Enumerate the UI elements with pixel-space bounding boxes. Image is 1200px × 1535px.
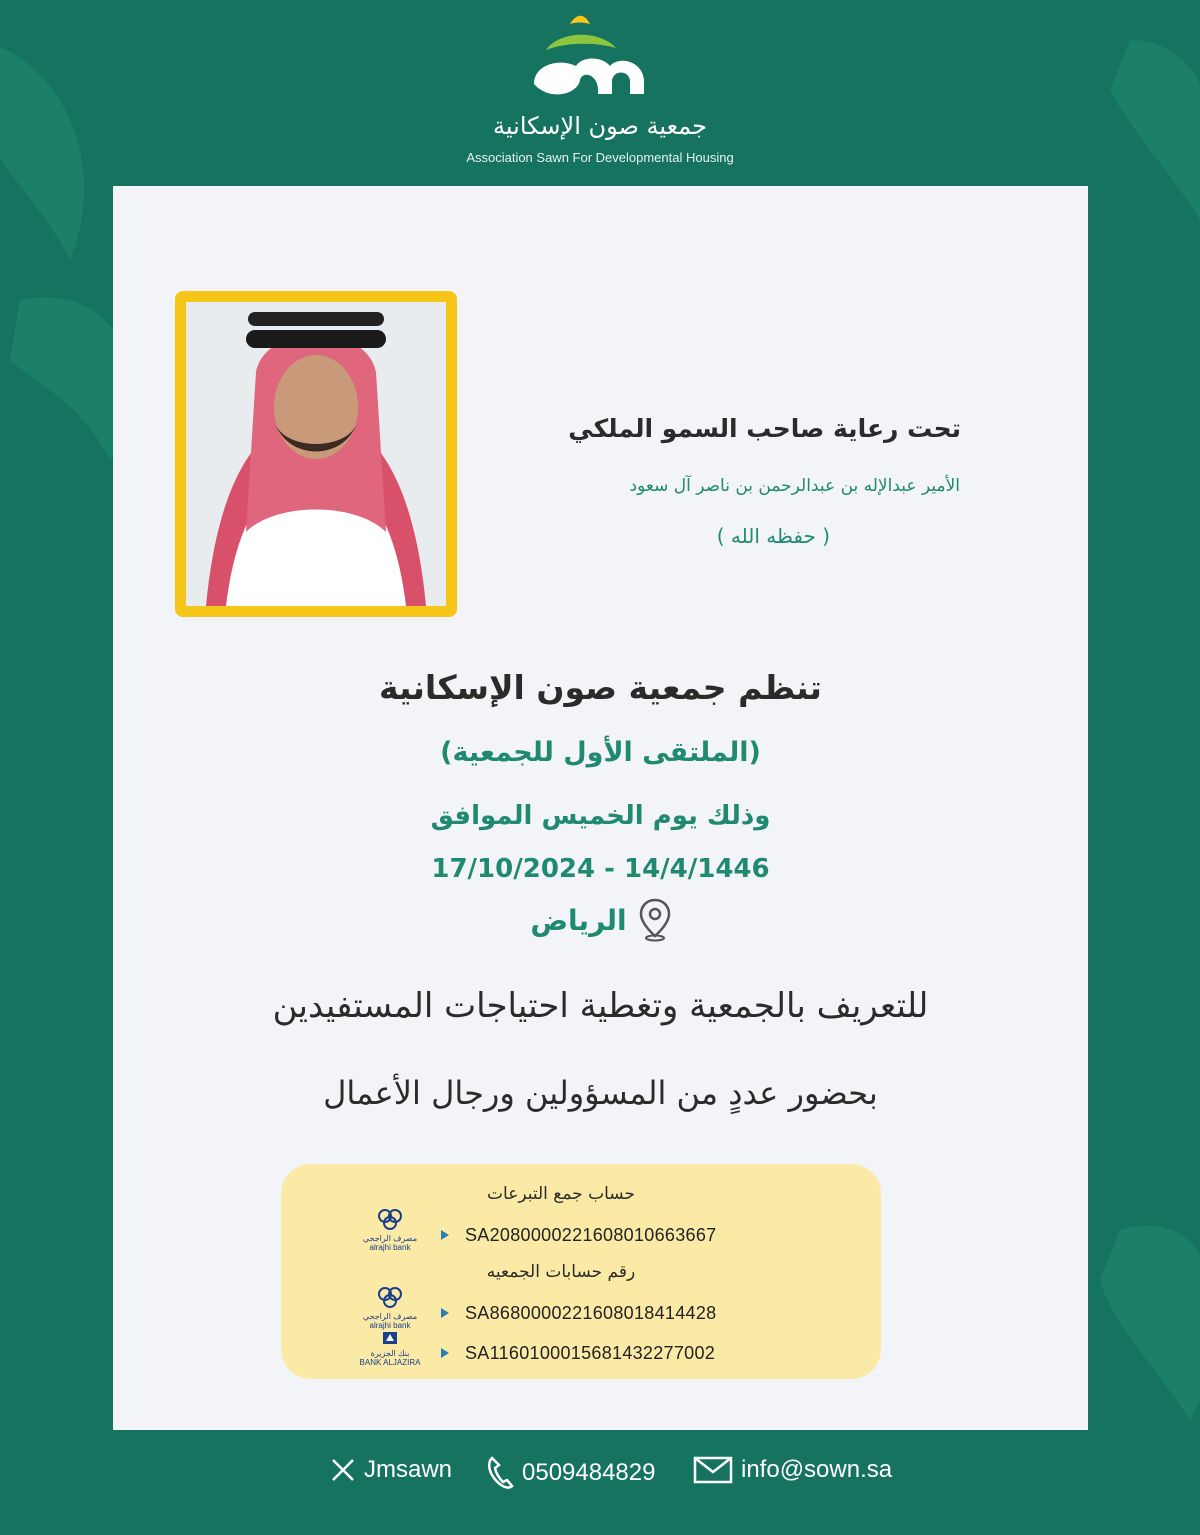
patron-title: تحت رعاية صاحب السمو الملكي [568, 414, 961, 443]
aljazira-bank-logo: بنك الجزيرة BANK ALJAZIRA [359, 1330, 421, 1374]
footer-email[interactable] [693, 1456, 892, 1484]
patron-prayer: ( حفظه الله ) [716, 524, 830, 548]
mail-icon [693, 1456, 733, 1484]
bank-accounts-panel [281, 1164, 881, 1379]
alrajhi-logo-icon [375, 1208, 405, 1230]
alrajhi-bank-logo-2: مصرف الراجحي alrajhi bank [359, 1286, 421, 1330]
alrajhi-logo-icon [375, 1286, 405, 1308]
invitation-card [113, 186, 1088, 1430]
event-attendance: بحضور عددٍ من المسؤولين ورجال الأعمال [323, 1074, 878, 1112]
patron-photo-frame [175, 291, 457, 617]
arrow-right-icon [441, 1230, 449, 1240]
phone-icon [486, 1456, 514, 1490]
association-accounts-heading: رقم حسابات الجمعيه [486, 1262, 636, 1282]
arrow-right-icon [441, 1308, 449, 1318]
alrajhi-bank-logo: مصرف الراجحي alrajhi bank [359, 1208, 421, 1252]
event-date: 17/10/2024 - 14/4/1446 [431, 854, 770, 884]
association-account-row-1 [441, 1298, 716, 1328]
location-pin-icon [639, 898, 671, 942]
event-day: وذلك يوم الخميس الموافق [430, 801, 771, 831]
footer-x-handle[interactable] [330, 1456, 452, 1484]
email-text: info@sown.sa [741, 1456, 893, 1483]
sawn-logo-icon [520, 10, 660, 110]
donation-account-heading: حساب جمع التبرعات [487, 1184, 635, 1204]
donation-iban[interactable]: SA2080000221608010663667 [465, 1224, 717, 1245]
arrow-right-icon [441, 1348, 449, 1358]
phone-text: 0509484829 [522, 1459, 656, 1486]
association-iban-1[interactable]: SA8680000221608018414428 [465, 1302, 717, 1323]
patron-name: الأمير عبدالإله بن عبدالرحمن بن ناصر آل سعود [629, 476, 960, 496]
event-location [113, 898, 1088, 948]
event-purpose: للتعريف بالجمعية وتغطية احتياجات المستفيدين [272, 986, 929, 1026]
org-name-english: Association Sawn For Developmental Housing [466, 150, 734, 165]
aljazira-logo-icon [381, 1331, 399, 1345]
organizer-line: تنظم جمعية صون الإسكانية [379, 668, 822, 707]
x-handle-text: Jmsawn [364, 1456, 453, 1483]
donation-account-row [441, 1220, 716, 1250]
association-iban-2[interactable]: SA1160100015681432277002 [465, 1342, 716, 1363]
contact-footer [0, 1448, 1200, 1498]
header [0, 0, 1200, 185]
org-name-arabic: جمعية صون الإسكانية [493, 112, 707, 140]
location-text: الرياض [530, 903, 627, 937]
patron-portrait [186, 302, 446, 606]
association-account-row-2 [441, 1338, 715, 1368]
x-logo-icon [330, 1457, 356, 1483]
footer-phone[interactable] [486, 1456, 655, 1490]
event-name: (الملتقى الأول للجمعية) [440, 737, 761, 768]
